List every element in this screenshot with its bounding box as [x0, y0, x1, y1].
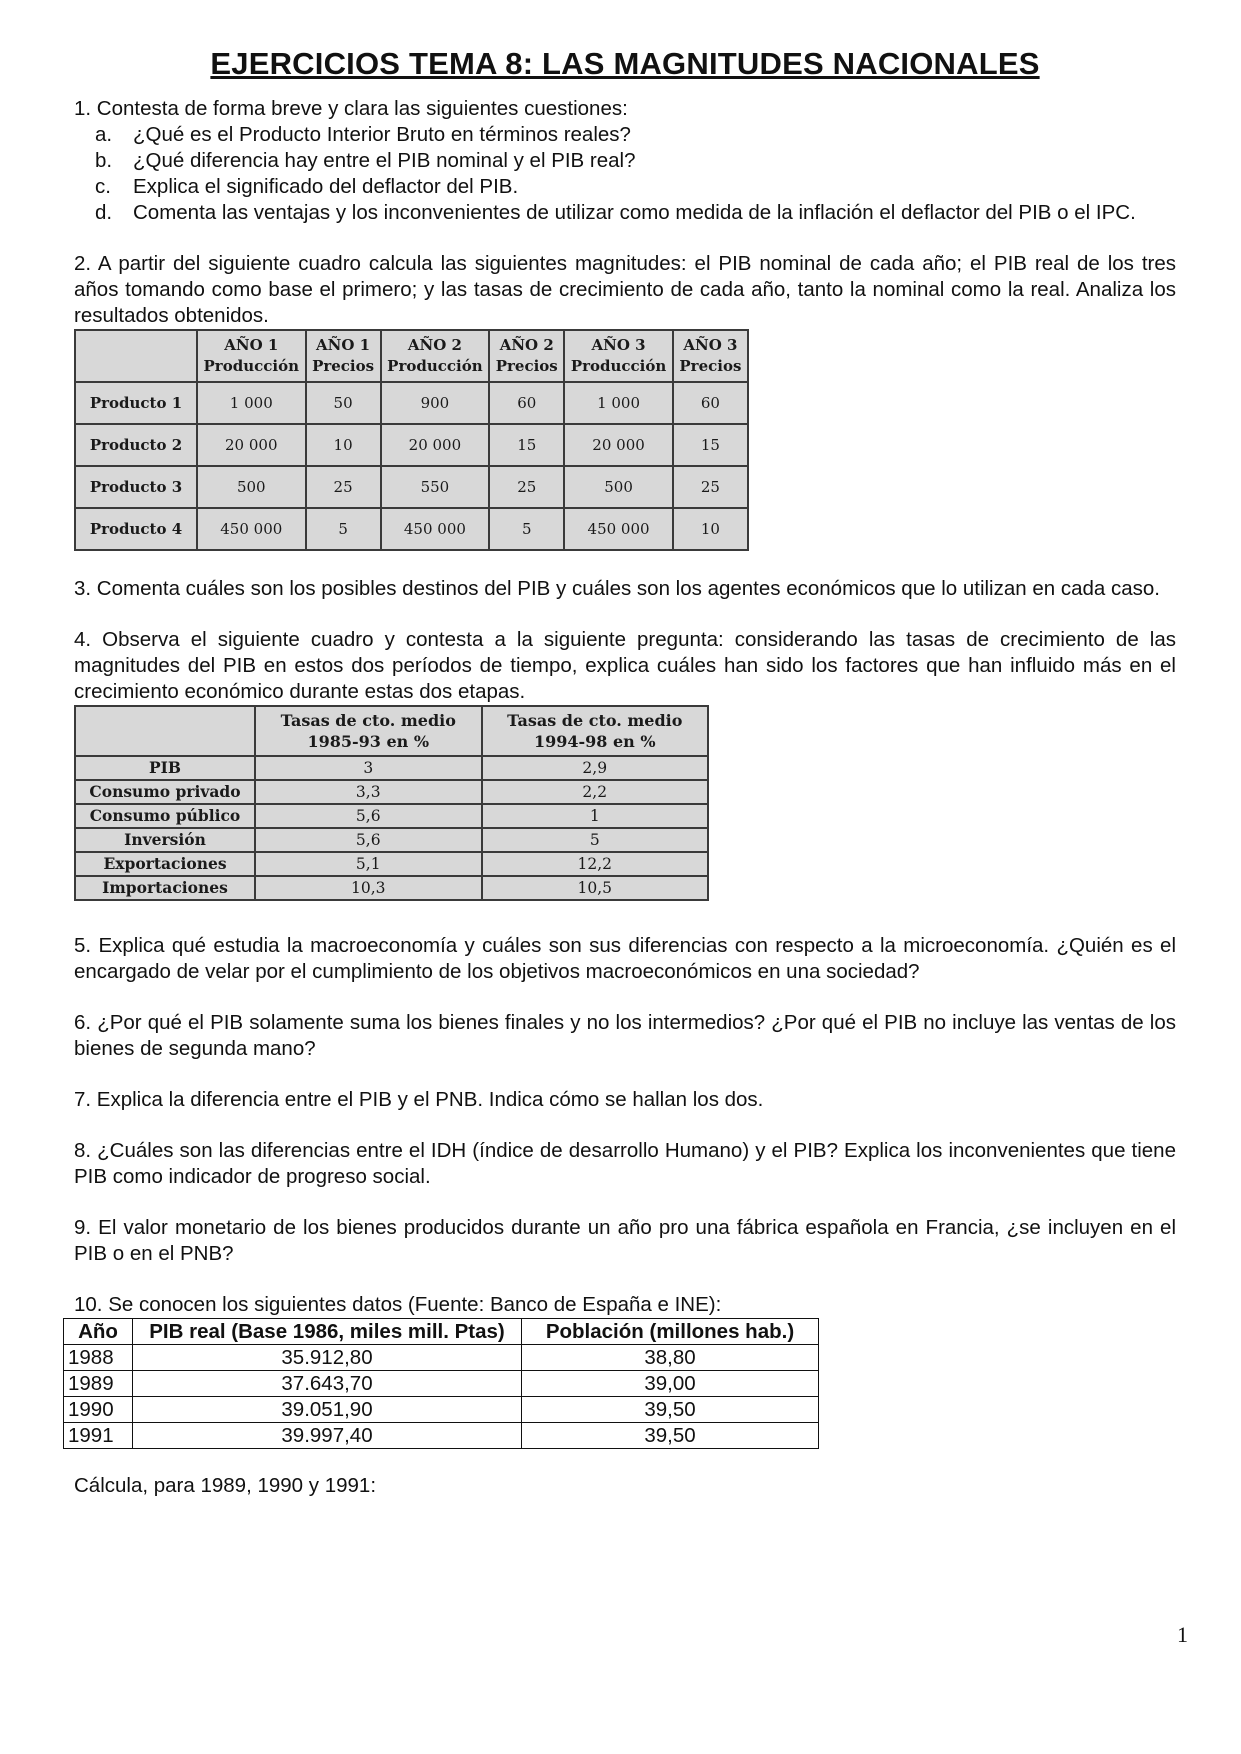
question-1 [74, 96, 1176, 226]
table-cell: 5,6 [255, 804, 482, 828]
table-cell: 1991 [64, 1423, 133, 1449]
table-row [75, 804, 708, 828]
table-row [75, 852, 708, 876]
row-header: PIB [75, 756, 255, 780]
table-cell: 10 [306, 424, 381, 466]
column-header: AÑO 1 Producción [197, 330, 306, 382]
table-cell: 3,3 [255, 780, 482, 804]
table-row [75, 756, 708, 780]
column-header: Tasas de cto. medio 1985-93 en % [255, 706, 482, 756]
column-header: Población (millones hab.) [522, 1319, 819, 1345]
table-cell: 500 [564, 466, 673, 508]
list-item: a. ¿Qué es el Producto Interior Bruto en términos reales? [95, 123, 631, 146]
table-cell: 1990 [64, 1397, 133, 1423]
question-2 [74, 251, 1176, 551]
question-5-text: 5. Explica qué estudia la macroeconomía y cuáles son sus diferencias con respecto a la microeconomía. ¿Quién es el encargado de velar por el cumplimiento de los objetivos macroeconómicos en una sociedad? [74, 934, 1176, 983]
table-row [75, 876, 708, 900]
page-number: 1 [1177, 1622, 1188, 1647]
table-cell: 550 [381, 466, 490, 508]
page-title: EJERCICIOS TEMA 8: LAS MAGNITUDES NACIONALES [210, 46, 1040, 81]
question-4-text: 4. Observa el siguiente cuadro y contesta a la siguiente pregunta: considerando las tasas de crecimiento de las magnitudes del PIB en estos dos períodos de tiempo, explica cuáles han sido los factores que han influido más en el crecimiento económico durante estas dos etapas. [74, 628, 1176, 703]
table-cell: 1 000 [197, 382, 306, 424]
table-cell: 20 000 [564, 424, 673, 466]
table-cell: 39,50 [522, 1423, 819, 1449]
table-cell: 900 [381, 382, 490, 424]
table-cell: 5 [306, 508, 381, 550]
list-item: d. Comenta las ventajas y los inconvenientes de utilizar como medida de la inflación el deflactor del PIB o el IPC. [95, 201, 1136, 224]
question-8 [74, 1138, 1176, 1190]
table-row [75, 780, 708, 804]
table-cell: 20 000 [197, 424, 306, 466]
question-3 [74, 576, 1176, 602]
question-3-text: 3. Comenta cuáles son los posibles destinos del PIB y cuáles son los agentes económicos que lo utilizan en cada caso. [74, 577, 1160, 600]
question-6 [74, 1010, 1176, 1062]
question-2-text: 2. A partir del siguiente cuadro calcula las siguientes magnitudes: el PIB nominal de cada año; el PIB real de los tres años tomando como base el primero; y las tasas de crecimiento de cada año, tanto la nominal como la real. Analiza los resultados obtenidos. [74, 252, 1176, 327]
document-page [68, 38, 1176, 1524]
question-10-text: 10. Se conocen los siguientes datos (Fuente: Banco de España e INE): [74, 1293, 722, 1316]
question-7 [74, 1087, 1176, 1113]
table-cell: 38,80 [522, 1345, 819, 1371]
question-9-text: 9. El valor monetario de los bienes producidos durante un año pro una fábrica española en Francia, ¿se incluyen en el PIB o en el PNB? [74, 1216, 1176, 1265]
table-cell: 450 000 [564, 508, 673, 550]
table-cell: 1989 [64, 1371, 133, 1397]
row-header: Exportaciones [75, 852, 255, 876]
table-row [75, 466, 748, 508]
table-cell: 500 [197, 466, 306, 508]
table-row [64, 1397, 819, 1423]
question-5 [74, 933, 1176, 985]
table-cell: 10,3 [255, 876, 482, 900]
table-cell: 10,5 [482, 876, 709, 900]
production-prices-table [74, 329, 749, 551]
column-header: Año [64, 1319, 133, 1345]
growth-rates-table [74, 705, 709, 901]
table-row [75, 508, 748, 550]
table-cell: 50 [306, 382, 381, 424]
column-header: AÑO 3 Precios [673, 330, 748, 382]
table-cell: 1 000 [564, 382, 673, 424]
table-cell: 15 [489, 424, 564, 466]
table-row [75, 382, 748, 424]
row-header: Consumo privado [75, 780, 255, 804]
table-cell: 12,2 [482, 852, 709, 876]
question-1-lead: 1. Contesta de forma breve y clara las siguientes cuestiones: [74, 97, 628, 120]
gdp-population-table [63, 1318, 819, 1449]
table-cell: 37.643,70 [133, 1371, 522, 1397]
question-4 [74, 627, 1176, 901]
table-cell: 450 000 [381, 508, 490, 550]
column-header: AÑO 3 Producción [564, 330, 673, 382]
table-cell: 39.051,90 [133, 1397, 522, 1423]
table-cell: 25 [673, 466, 748, 508]
column-header: Tasas de cto. medio 1994-98 en % [482, 706, 709, 756]
table-cell: 10 [673, 508, 748, 550]
table-cell: 39,50 [522, 1397, 819, 1423]
question-9 [74, 1215, 1176, 1267]
question-10 [68, 1292, 1176, 1499]
table-cell: 60 [673, 382, 748, 424]
table-cell: 60 [489, 382, 564, 424]
row-header: Inversión [75, 828, 255, 852]
table-row [64, 1345, 819, 1371]
table-row [75, 828, 708, 852]
table-corner [75, 330, 197, 382]
table-cell: 5 [489, 508, 564, 550]
column-header: PIB real (Base 1986, miles mill. Ptas) [133, 1319, 522, 1345]
row-header: Producto 3 [75, 466, 197, 508]
row-header: Importaciones [75, 876, 255, 900]
table-cell: 39,00 [522, 1371, 819, 1397]
column-header: AÑO 1 Precios [306, 330, 381, 382]
table-cell: 39.997,40 [133, 1423, 522, 1449]
table-cell: 2,9 [482, 756, 709, 780]
table-cell: 35.912,80 [133, 1345, 522, 1371]
column-header: AÑO 2 Precios [489, 330, 564, 382]
column-header: AÑO 2 Producción [381, 330, 490, 382]
table-cell: 3 [255, 756, 482, 780]
row-header: Producto 2 [75, 424, 197, 466]
question-7-text: 7. Explica la diferencia entre el PIB y el PNB. Indica cómo se hallan los dos. [74, 1088, 764, 1111]
table-cell: 2,2 [482, 780, 709, 804]
table-cell: 5,6 [255, 828, 482, 852]
table-row [64, 1423, 819, 1449]
table-corner [75, 706, 255, 756]
question-8-text: 8. ¿Cuáles son las diferencias entre el IDH (índice de desarrollo Humano) y el PIB? Explica los inconvenientes que tiene PIB como indicador de progreso social. [74, 1139, 1176, 1188]
row-header: Consumo público [75, 804, 255, 828]
question-10-after: Cálcula, para 1989, 1990 y 1991: [74, 1474, 377, 1497]
row-header: Producto 4 [75, 508, 197, 550]
table-cell: 5,1 [255, 852, 482, 876]
table-cell: 25 [306, 466, 381, 508]
table-cell: 1988 [64, 1345, 133, 1371]
table-cell: 20 000 [381, 424, 490, 466]
table-row [75, 424, 748, 466]
table-cell: 15 [673, 424, 748, 466]
question-1-list [74, 122, 1176, 226]
table-row [64, 1371, 819, 1397]
table-cell: 1 [482, 804, 709, 828]
list-item: c. Explica el significado del deflactor del PIB. [95, 175, 519, 198]
question-6-text: 6. ¿Por qué el PIB solamente suma los bienes finales y no los intermedios? ¿Por qué el PIB no incluye las ventas de los bienes de segunda mano? [74, 1011, 1176, 1060]
table-cell: 25 [489, 466, 564, 508]
table-cell: 450 000 [197, 508, 306, 550]
row-header: Producto 1 [75, 382, 197, 424]
list-item: b. ¿Qué diferencia hay entre el PIB nominal y el PIB real? [95, 149, 636, 172]
table-cell: 5 [482, 828, 709, 852]
